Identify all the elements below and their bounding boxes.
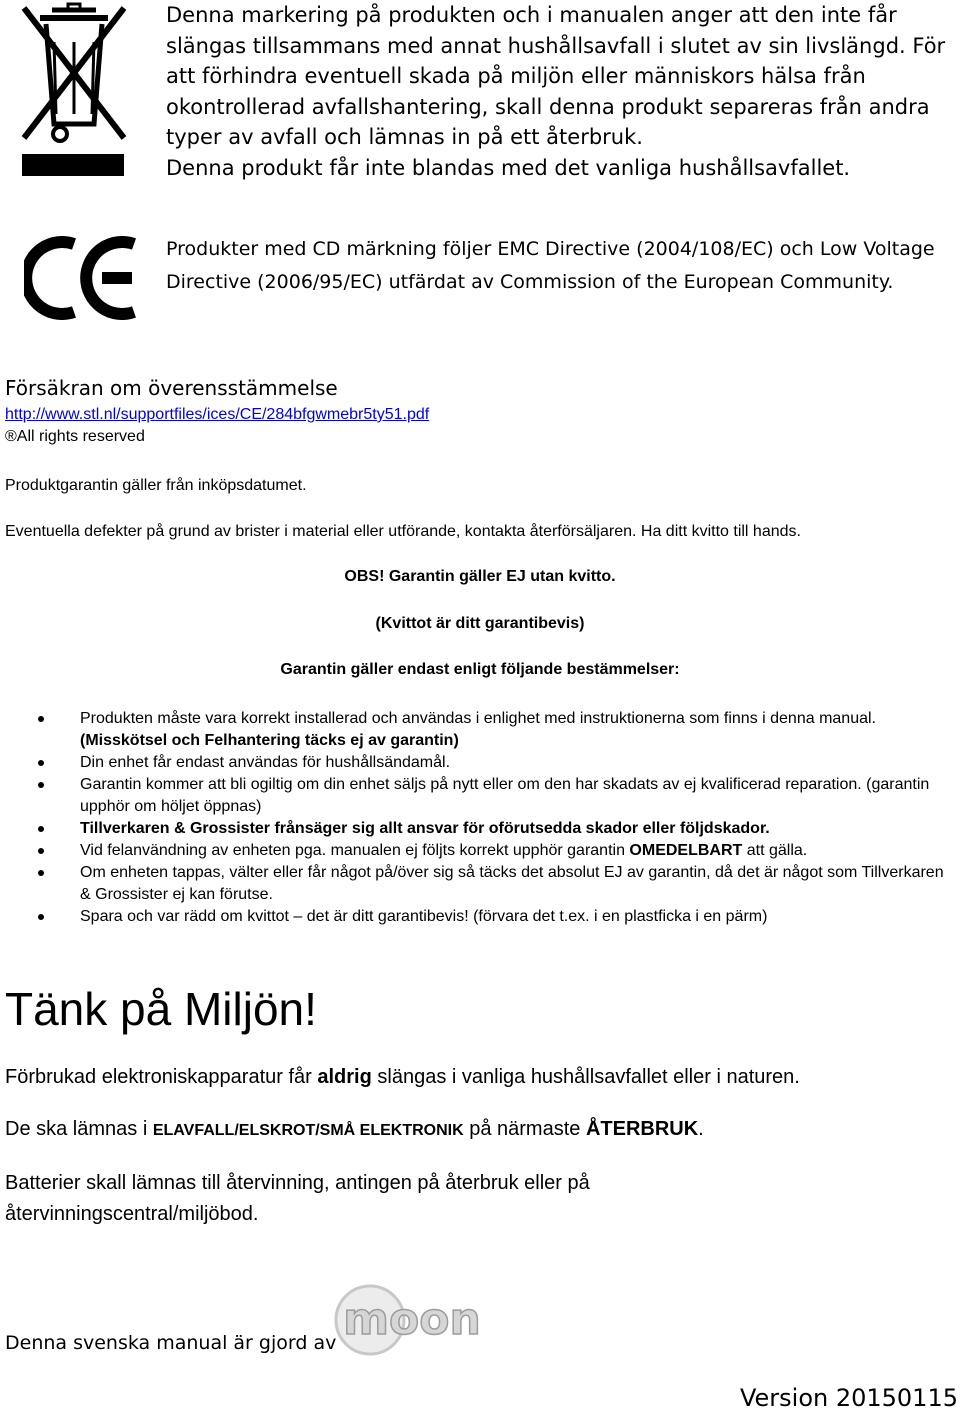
env-text: på närmaste [463,1118,586,1140]
list-item [0,818,960,840]
term-text: Produkten måste vara korrekt installerad och användas i enlighet med instruktionerna som finns i denna manual. [80,710,876,727]
bullet-icon [38,716,44,722]
bullet-icon [38,760,44,766]
env-text: slängas i vanliga hushållsavfallet eller i naturen. [371,1066,800,1088]
term-text-bold: (Misskötsel och Felhantering täcks ej av garantin) [80,732,459,749]
weee-notice [166,0,956,183]
term-text: Vid felanvändning av enheten pga. manualen ej följts korrekt upphör garantin [80,842,630,859]
declaration-link[interactable]: http://www.stl.nl/supportfiles/ices/CE/284bfgwmebr5ty51.pdf [5,406,430,423]
warranty-terms-heading: Garantin gäller endast enligt följande bestämmelser: [280,661,680,678]
term-text: Din enhet får endast användas för hushållsändamål. [80,754,451,771]
weee-notice-text-2: Denna produkt får inte blandas med det vanliga hushållsavfallet. [166,155,851,180]
ce-mark-icon [24,236,140,320]
env-text: . [698,1118,704,1140]
warranty-terms-list [0,708,960,928]
list-item [0,862,960,906]
list-item [0,774,960,818]
declaration-title: Försäkran om överensstämmelse [5,376,338,400]
list-item [0,708,960,752]
rights-notice: ®All rights reserved [5,428,145,445]
term-text-bold: OMEDELBART [629,842,743,859]
warranty-obs: OBS! Garantin gäller EJ utan kvitto. [344,568,616,585]
term-text-bold: Tillverkaren & Grossister frånsäger sig allt ansvar för oförutsedda skador eller följdskador. [80,820,770,837]
env-text-bold: aldrig [317,1066,372,1088]
term-text: att gälla. [742,842,808,859]
weee-notice-text: Denna markering på produkten och i manualen anger att den inte får slängas tillsammans med annat hushållsavfall i slutet av sin livslängd. För att förhindra eventuell skada på miljön eller människors hälsa från okontrollerad avfallshantering, skall denna produkt separeras från andra typer av avfall och lämnas in på ett återbruk. [166,3,946,149]
term-text: Spara och var rädd om kvittot – det är ditt garantibevis! (förvara det t.ex. i en plastficka i en pärm) [80,908,768,925]
bullet-icon [38,870,44,876]
manual-credit: Denna svenska manual är gjord av [5,1332,337,1354]
environment-paragraph-3: Batterier skall lämnas till återvinning, antingen på återbruk eller på återvinningscentral/miljöbod. [5,1172,590,1225]
moon-logo [332,1282,492,1358]
list-item [0,752,960,774]
moon-logo-text: moon [343,1294,481,1345]
ce-notice: Produkter med CD märkning följer EMC Directive (2004/108/EC) och Low Voltage Directive (2006/95/EC) utfärdat av Commission of the European Community. [166,238,935,293]
environment-paragraph-2 [5,1118,704,1141]
environment-title: Tänk på Miljön! [5,983,317,1035]
version-label: Version 20150115 [739,1384,958,1412]
env-text: De ska lämnas i [5,1118,153,1140]
env-text-bold: ÅTERBRUK [585,1118,699,1140]
bullet-icon [38,848,44,854]
bullet-icon [38,826,44,832]
warranty-start: Produktgarantin gäller från inköpsdatumet. [5,477,307,494]
warranty-proof: (Kvittot är ditt garantibevis) [375,615,585,632]
term-text: Garantin kommer att bli ogiltig om din enhet säljs på nytt eller om den har skadats av ej kvalificerad reparation. (garantin upphör om höljet öppnas) [80,776,930,815]
env-text-bold: ELAVFALL/ELSKROT/SMÅ ELEKTRONIK [152,1122,464,1139]
environment-paragraph-1 [5,1066,800,1089]
bullet-icon [38,914,44,920]
bullet-icon [38,782,44,788]
weee-bin-icon [18,2,130,178]
env-text: Förbrukad elektroniskapparatur får [5,1066,318,1088]
warranty-defects: Eventuella defekter på grund av brister i material eller utförande, kontakta återförsäljaren. Ha ditt kvitto till hands. [5,523,801,540]
list-item [0,840,960,862]
list-item [0,906,960,928]
term-text: Om enheten tappas, välter eller får något på/över sig så täcks det absolut EJ av garantin, då det är något som Tillverkaren & Grossister ej kan förutse. [80,864,944,903]
